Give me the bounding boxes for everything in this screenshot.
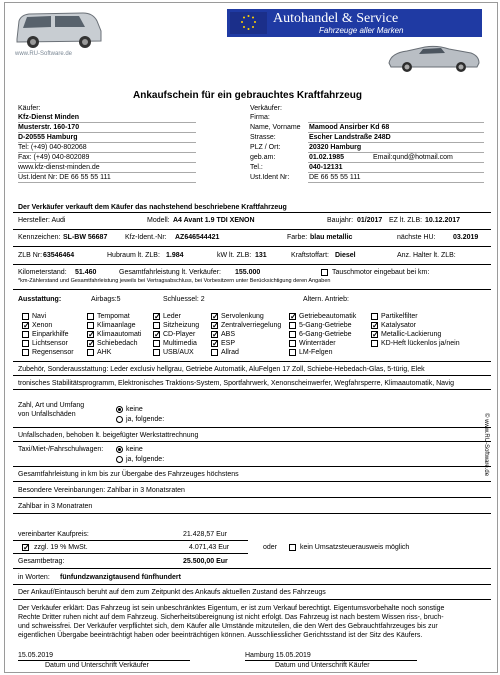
seller-plz: 20320 Hamburg <box>309 144 362 151</box>
buyer-sign-label: Datum und Unterschrift Käufer <box>275 662 370 669</box>
eu-flag-icon <box>230 12 267 34</box>
equipment-label: AHK <box>97 349 112 356</box>
equipment-label: Leder <box>163 313 181 320</box>
seller-sign-label: Datum und Unterschrift Verkäufer <box>45 662 149 669</box>
van-image <box>13 9 105 51</box>
equipment-checkbox[interactable] <box>289 349 296 356</box>
equipment-checkbox[interactable] <box>22 349 29 356</box>
company-tagline: Fahrzeuge aller Marken <box>319 26 404 35</box>
taxi-label: Taxi/Miet-/Fahrschulwagen: <box>18 446 104 453</box>
intro-text: Der Verkäufer verkauft dem Käufer das nachstehend beschriebene Kraftfahrzeug <box>18 204 287 211</box>
seller-sign-date: 15.05.2019 <box>18 652 54 659</box>
seller-email: Email:qund@hotmail.com <box>373 154 453 161</box>
mileage: 51.460 <box>75 269 97 276</box>
words: fünfundzwanzigtausend fünfhundert <box>60 574 181 581</box>
equipment-checkbox[interactable]: ✓ <box>154 330 161 339</box>
taxi-yes-label: ja, folgende: <box>126 456 165 463</box>
words-label: in Worten: <box>18 574 50 581</box>
accessories-line-1: Zubehör, Sonderausstattung: Leder exclusiv hellgrau, Getriebe Automatik, AluFelgen 17 Zoll, Schiebe-Hebedach-Glas, 5-türig, Elek <box>18 366 425 373</box>
alt-drive-label: Altern. Antrieb: <box>303 296 349 303</box>
taxi-none-label: keine <box>126 446 143 453</box>
purchase-form <box>4 2 498 673</box>
total-mileage: 155.000 <box>235 269 261 276</box>
equipment-checkbox[interactable]: ✓ <box>290 312 297 321</box>
equipment-label: CD-Player <box>163 331 196 338</box>
equipment-label: ESP <box>221 340 236 347</box>
equipment-checkbox[interactable] <box>371 340 378 347</box>
purchase-basis: Der Ankauf/Eintausch beruht auf dem zum Zeitpunkt des Ankaufs aktuellen Zustand des Fahrzeugs <box>18 589 326 596</box>
equipment-label: Winterräder <box>299 340 336 347</box>
fuel-label: Kraftstoffart: <box>291 252 329 259</box>
model-label: Modell: <box>147 217 170 224</box>
equipment-checkbox[interactable]: ✓ <box>88 330 95 339</box>
keys: Schluessel: 2 <box>163 296 205 303</box>
color-label: Farbe: <box>287 234 308 241</box>
equipment-checkbox[interactable] <box>289 322 296 329</box>
equipment-label: 5-Gang-Getriebe <box>299 322 352 329</box>
equipment-label: Klimaanlage <box>97 322 136 329</box>
seller-name-label: Name, Vorname <box>250 124 301 131</box>
seller-name: Mamood Ansirber Kd 68 <box>309 124 390 131</box>
equipment-label: Klimaautomati <box>97 331 142 338</box>
seller-street: Escher Landstraße 248D <box>309 134 391 141</box>
seller-dob: 01.02.1985 <box>309 154 345 161</box>
plate-label: Kennzeichen: <box>18 234 61 241</box>
displacement-label: Hubraum lt. ZLB: <box>107 252 160 259</box>
equipment-checkbox[interactable]: ✓ <box>212 339 219 348</box>
seller-dob-label: geb.am: <box>250 154 276 161</box>
equipment-checkbox[interactable]: ✓ <box>23 321 30 330</box>
airbags: Airbags:5 <box>91 296 121 303</box>
price-label: vereinbarter Kaufpreis: <box>18 531 89 538</box>
accident-none-radio[interactable] <box>116 406 123 413</box>
equipment-label: Sitzheizung <box>163 322 200 329</box>
kw-label: kW lt. ZLB: <box>217 252 252 259</box>
equipment-label: Lichtsensor <box>32 340 68 347</box>
zlb: 63546464 <box>43 252 75 259</box>
equipment-checkbox[interactable] <box>22 331 29 338</box>
zlb-label: ZLB Nr: <box>18 252 43 259</box>
page-title: Ankaufschein für ein gebrauchtes Kraftfahrzeug <box>133 90 362 101</box>
mileage-footnote: *km-Zählerstand und Gesamtfahrleistung jeweils bei Vertragsabschluss, bei Vorbesitzern unter Berücksichtigung deren Angaben <box>18 278 331 284</box>
fuel: Diesel <box>335 252 356 259</box>
equipment-label: Xenon <box>32 322 53 329</box>
equipment-label: Schiebedach <box>97 340 138 347</box>
no-vat-checkbox[interactable] <box>289 544 296 551</box>
equipment-checkbox[interactable] <box>87 313 94 320</box>
taxi-yes-radio[interactable] <box>116 456 123 463</box>
accident-repaired: Unfallschaden, behoben lt. beigefügter Werkstattrechnung <box>18 432 199 439</box>
manufacturer: Hersteller: Audi <box>18 217 66 224</box>
equipment-checkbox[interactable] <box>289 340 296 347</box>
first-reg: 10.12.2017 <box>425 217 461 224</box>
total: 25.500,00 Eur <box>183 558 228 565</box>
equipment-label: Tempomat <box>97 313 130 320</box>
vat-checkbox[interactable]: ✓ <box>23 543 30 552</box>
buyer-tel: Tel: (+49) 040-802068 <box>18 144 87 151</box>
equipment-checkbox[interactable]: ✓ <box>212 312 219 321</box>
equipment-label: Servolenkung <box>221 313 264 320</box>
buyer-fax: Fax: (+49) 040-802089 <box>18 154 90 161</box>
equipment-checkbox[interactable] <box>211 349 218 356</box>
equipment-checkbox[interactable] <box>153 340 160 347</box>
equipment-label: Einparkhilfe <box>32 331 69 338</box>
payment-terms: Zahlbar in 3 Monatraten <box>18 503 93 510</box>
accident-none-label: keine <box>126 406 143 413</box>
displacement: 1.984 <box>166 252 184 259</box>
watermark-text: www.RU-Software.de <box>15 51 73 57</box>
model: A4 Avant 1.9 TDI XENON <box>173 217 255 224</box>
equipment-heading: Ausstattung: <box>18 296 62 303</box>
price: 21.428,57 Eur <box>183 531 227 538</box>
seller-ustid-label: Ust.Ident Nr: <box>250 174 290 181</box>
seller-tel-label: Tel.: <box>250 164 263 171</box>
equipment-checkbox[interactable]: ✓ <box>372 321 379 330</box>
no-vat-label: kein Umsatzsteuerausweis möglich <box>300 544 410 551</box>
seller-firma-label: Firma: <box>250 114 270 121</box>
max-mileage: Gesamtfahrleistung in km bis zur Übergabe des Fahrzeuges höchstens <box>18 471 239 478</box>
equipment-checkbox[interactable]: ✓ <box>212 330 219 339</box>
legal-line-4: eigentlichen Übergabe beeinträchtigt haben oder beeinträchtigen können. Ausschliesslicher Gerichtsstand ist der Sitz des Käufers. <box>18 632 423 639</box>
seller-heading: Verkäufer: <box>250 105 282 112</box>
special-agreements: Besondere Vereinbarungen: Zahlbar in 3 Monatsraten <box>18 487 185 494</box>
accessories-line-2: tronisches Stabilitätsprogramm, Elektronisches Traktions-System, Sportfahrwerk, Xenonscheinwerfer, Wegfahrsperre, Klimaautomatik, Navig <box>18 380 454 387</box>
year-label: Baujahr: <box>327 217 354 224</box>
buyer-street: Musterstr. 160-170 <box>18 124 80 131</box>
equipment-label: Multimedia <box>163 340 197 347</box>
first-reg-label: EZ lt. ZLB: <box>389 217 423 224</box>
hu-label: nächste HU: <box>397 234 436 241</box>
equipment-checkbox[interactable]: ✓ <box>154 312 161 321</box>
accident-label-2: von Unfallschäden <box>18 411 76 418</box>
equipment-checkbox[interactable]: ✓ <box>212 321 219 330</box>
equipment-checkbox[interactable] <box>22 340 29 347</box>
side-copyright: © www.RU-Software.de <box>483 413 489 477</box>
equipment-checkbox[interactable] <box>22 313 29 320</box>
equipment-label: KD-Heft lückenlos ja/nein <box>381 340 460 347</box>
buyer-heading: Käufer: <box>18 105 41 112</box>
equipment-label: Navi <box>32 313 47 320</box>
taxi-none-radio[interactable] <box>116 446 123 453</box>
hu: 03.2019 <box>453 234 479 241</box>
equipment-label: 6-Gang-Getriebe <box>299 331 352 338</box>
mileage-label: Kilometerstand: <box>18 269 67 276</box>
company-banner <box>227 9 482 37</box>
owners-label: Anz. Halter lt. ZLB: <box>397 252 456 259</box>
company-name: Autohandel & Service <box>273 11 399 26</box>
equipment-checkbox[interactable] <box>289 331 296 338</box>
vin: AZ646544421 <box>175 234 220 241</box>
or-label: oder <box>263 544 278 551</box>
buyer-sign-date: Hamburg 15.05.2019 <box>245 652 311 659</box>
equipment-label: Allrad <box>221 349 239 356</box>
color: blau metallic <box>310 234 353 241</box>
buyer-website[interactable]: www.kfz-dienst-minden.de <box>18 164 100 171</box>
equipment-checkbox[interactable] <box>153 322 160 329</box>
equipment-checkbox[interactable] <box>87 349 94 356</box>
plate: SL-BW 56687 <box>63 234 108 241</box>
convertible-image <box>385 39 483 73</box>
accident-yes-label: ja, folgende: <box>126 416 165 423</box>
legal-line-2: Rechte Dritter ruhen nicht auf dem Fahrzeug. Sicherheitsübereignung ist nicht erfolgt. Das Fahrzeug ist nach bestem Wissen riss-, bruch- <box>18 614 444 621</box>
vin-label: Kfz-Ident.-Nr: <box>125 234 167 241</box>
seller-street-label: Strasse: <box>250 134 276 141</box>
seller-plz-label: PLZ / Ort: <box>250 144 281 151</box>
vat: 4.071,43 Eur <box>189 544 230 551</box>
equipment-label: Getriebeautomatik <box>299 313 357 320</box>
buyer-name: Kfz-Dienst Minden <box>18 114 80 121</box>
seller-tel: 040-12131 <box>309 164 343 171</box>
equipment-label: ABS <box>221 331 236 338</box>
equipment-label: Partikelfilter <box>381 313 418 320</box>
equipment-checkbox[interactable] <box>87 322 94 329</box>
legal-line-3: und schweissfrei. Der Verkäufer verpflichtet sich, dem Käufer alle Umstände mitzuteilen, die den Wert des Gebrauchtfahrzeuges bis zur <box>18 623 438 630</box>
equipment-label: USB/AUX <box>163 349 194 356</box>
exchange-engine-label: Tauschmotor eingebaut bei km: <box>332 269 430 276</box>
buyer-city: D-20555 Hamburg <box>18 134 78 141</box>
year: 01/2017 <box>357 217 383 224</box>
vat-label: zzgl. 19 % MwSt. <box>34 544 88 551</box>
seller-ustid: DE 66 55 55 111 <box>309 174 361 181</box>
total-mileage-label: Gesamtfahrleistung lt. Verkäufer: <box>119 269 221 276</box>
equipment-label: Zentralverriegelung <box>221 322 282 329</box>
equipment-checkbox[interactable] <box>371 313 378 320</box>
legal-line-1: Der Verkäufer erklärt: Das Fahrzeug ist sein unbeschränktes Eigentum, er ist zum Verkauf berechtigt. Eigentumsvorbehalte noch sonstige <box>18 605 445 612</box>
accident-label-1: Zahl, Art und Umfang <box>18 402 85 409</box>
kw: 131 <box>255 252 267 259</box>
total-label: Gesamtbetrag: <box>18 558 65 565</box>
equipment-checkbox[interactable] <box>153 349 160 356</box>
buyer-ustid: Ust.Ident Nr: DE 66 55 55 111 <box>18 174 111 181</box>
exchange-engine-checkbox[interactable] <box>321 269 328 276</box>
equipment-label: LM-Felgen <box>299 349 333 356</box>
equipment-checkbox[interactable]: ✓ <box>372 330 379 339</box>
equipment-label: Katalysator <box>381 322 417 329</box>
equipment-checkbox[interactable]: ✓ <box>88 339 95 348</box>
equipment-label: Regensensor <box>32 349 74 356</box>
accident-yes-radio[interactable] <box>116 416 123 423</box>
equipment-label: Metallic-Lackierung <box>381 331 442 338</box>
